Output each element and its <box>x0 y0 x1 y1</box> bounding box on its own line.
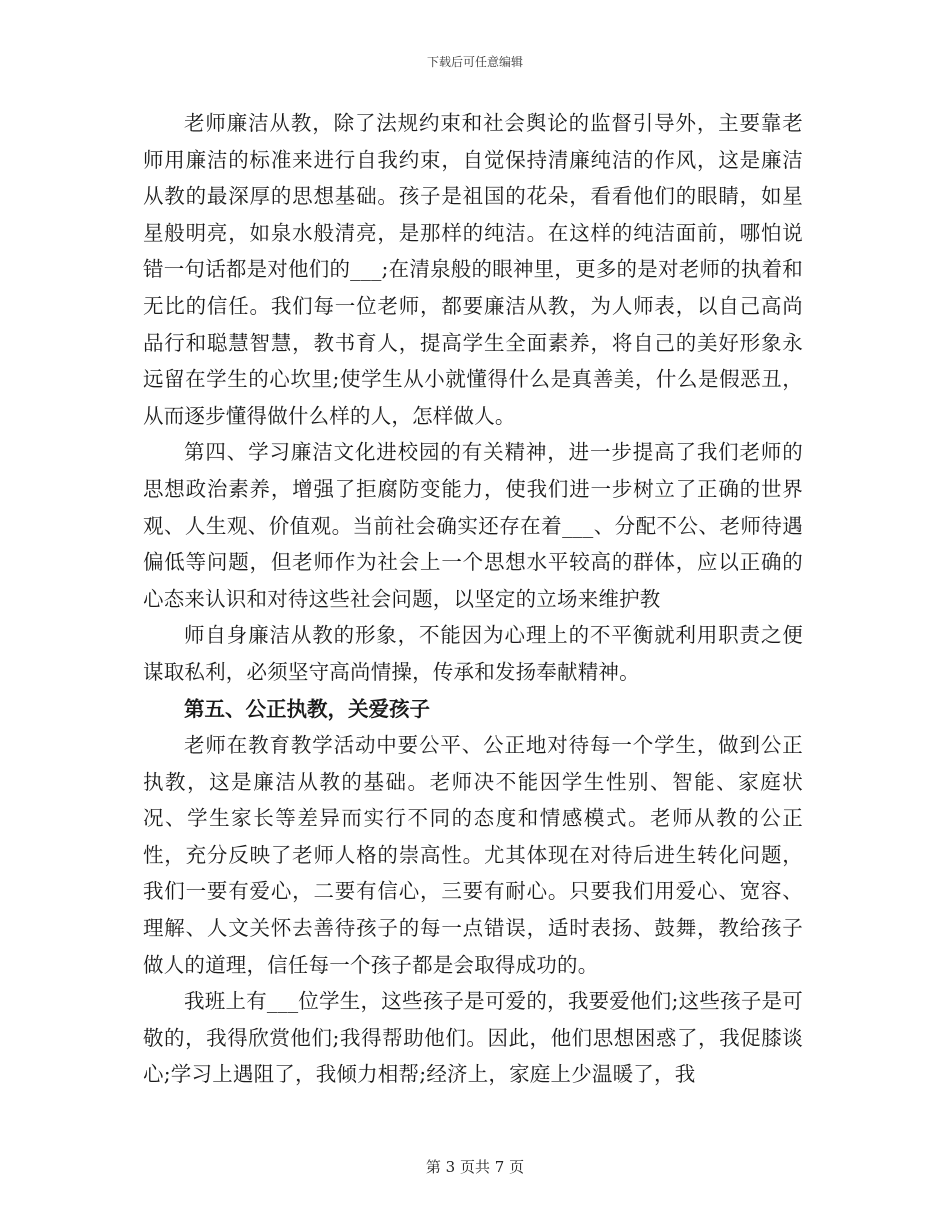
section-heading: 第五、公正执教，关爱孩子 <box>184 696 430 721</box>
paragraph-3: 师自身廉洁从教的形象，不能因为心理上的不平衡就利用职责之便谋取私利，必须坚守高尚情操，传承和发扬奉献精神。 <box>143 623 803 684</box>
page-number-footer: 第 3 页共 7 页 <box>425 1158 525 1176</box>
document-body <box>143 105 803 1093</box>
page-header-note: 下载后可任意编辑 <box>426 55 523 69</box>
paragraph-2: 第四、学习廉洁文化进校园的有关精神，进一步提高了我们老师的思想政治素养，增强了拒腐防变能力，使我们进一步树立了正确的世界观、人生观、价值观。当前社会确实还存在着___、分配不公、老师待遇偏低等问题，但老师作为社会上一个思想水平较高的群体，应以正确的心态来认识和对待这些社会问题，以坚定的立场来维护教 <box>143 440 803 611</box>
paragraph-5: 我班上有___位学生，这些孩子是可爱的，我要爱他们;这些孩子是可敬的，我得欣赏他们;我得帮助他们。因此，他们思想困惑了，我促膝谈心;学习上遇阻了，我倾力相帮;经济上，家庭上少温暖了，我 <box>143 989 803 1087</box>
paragraph-1: 老师廉洁从教，除了法规约束和社会舆论的监督引导外，主要靠老师用廉洁的标准来进行自我约束，自觉保持清廉纯洁的作风，这是廉洁从教的最深厚的思想基础。孩子是祖国的花朵，看看他们的眼睛，如星星般明亮，如泉水般清亮，是那样的纯洁。在这样的纯洁面前，哪怕说错一句话都是对他们的___;在清泉般的眼神里，更多的是对老师的执着和无比的信任。我们每一位老师，都要廉洁从教，为人师表，以自己高尚品行和聪慧智慧，教书育人，提高学生全面素养，将自己的美好形象永远留在学生的心坎里;使学生从小就懂得什么是真善美，什么是假恶丑，从而逐步懂得做什么样的人，怎样做人。 <box>143 111 803 428</box>
paragraph-4: 老师在教育教学活动中要公平、公正地对待每一个学生，做到公正执教，这是廉洁从教的基础。老师决不能因学生性别、智能、家庭状况、学生家长等差异而实行不同的态度和情感模式。老师从教的公正性，充分反映了老师人格的崇高性。尤其体现在对待后进生转化问题，我们一要有爱心，二要有信心，三要有耐心。只要我们用爱心、宽容、理解、人文关怀去善待孩子的每一点错误，适时表扬、鼓舞，教给孩子做人的道理，信任每一个孩子都是会取得成功的。 <box>143 733 803 977</box>
